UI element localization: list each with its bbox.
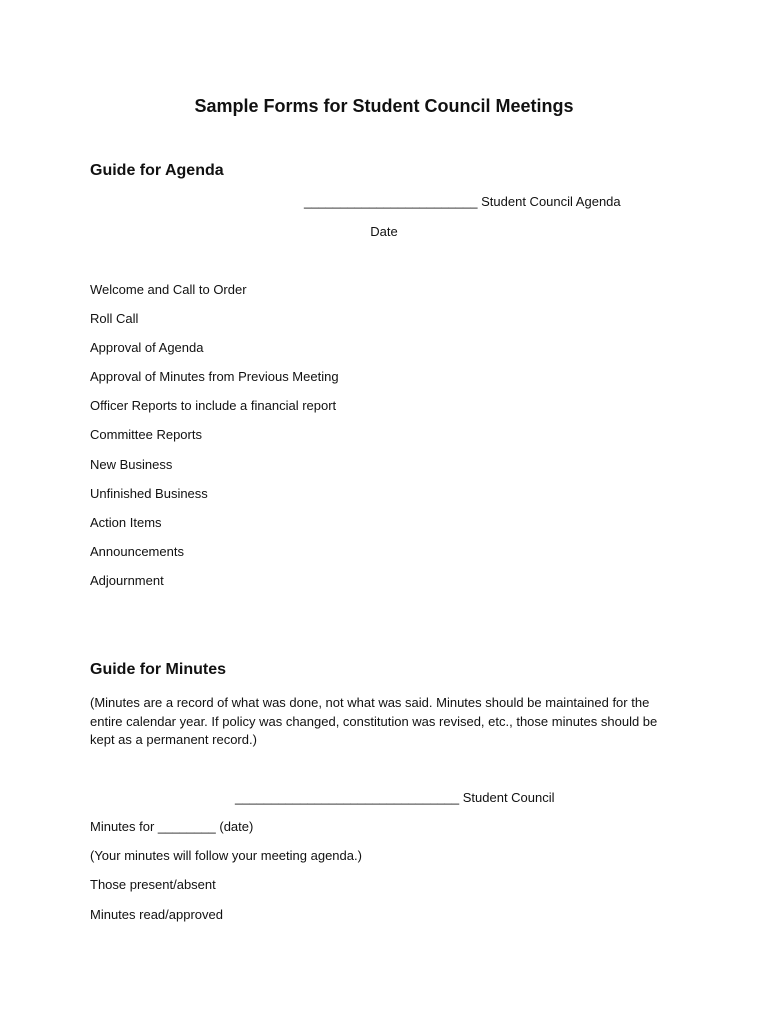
minutes-item: (Your minutes will follow your meeting agenda.) — [90, 848, 362, 863]
minutes-item: Minutes read/approved — [90, 907, 223, 922]
agenda-item: Welcome and Call to Order — [90, 282, 247, 297]
minutes-item: Minutes for ________ (date) — [90, 819, 254, 834]
minutes-header-line: _______________________________ Student Council — [235, 790, 555, 805]
agenda-item: Roll Call — [90, 311, 139, 326]
agenda-item: Announcements — [90, 544, 184, 559]
agenda-item: Committee Reports — [90, 427, 202, 442]
agenda-item: Action Items — [90, 515, 162, 530]
minutes-note: (Minutes are a record of what was done, not what was said. Minutes should be maintained for the entire calendar year. If policy was changed, constitution was revised, etc., those minutes should be kept as a permanent record.) — [90, 695, 658, 747]
agenda-guide-heading: Guide for Agenda — [90, 162, 224, 179]
agenda-item: Approval of Minutes from Previous Meeting — [90, 369, 339, 384]
agenda-date-label: Date — [370, 224, 398, 239]
document-title: Sample Forms for Student Council Meetings — [194, 96, 574, 116]
agenda-item: Adjournment — [90, 573, 164, 588]
agenda-item: Approval of Agenda — [90, 340, 204, 355]
minutes-item: Those present/absent — [90, 877, 216, 892]
agenda-item: Officer Reports to include a financial report — [90, 398, 337, 413]
agenda-item: Unfinished Business — [90, 486, 208, 501]
agenda-header-line: ________________________ Student Council Agenda — [304, 194, 621, 209]
minutes-guide-heading: Guide for Minutes — [90, 661, 226, 678]
agenda-item: New Business — [90, 457, 173, 472]
